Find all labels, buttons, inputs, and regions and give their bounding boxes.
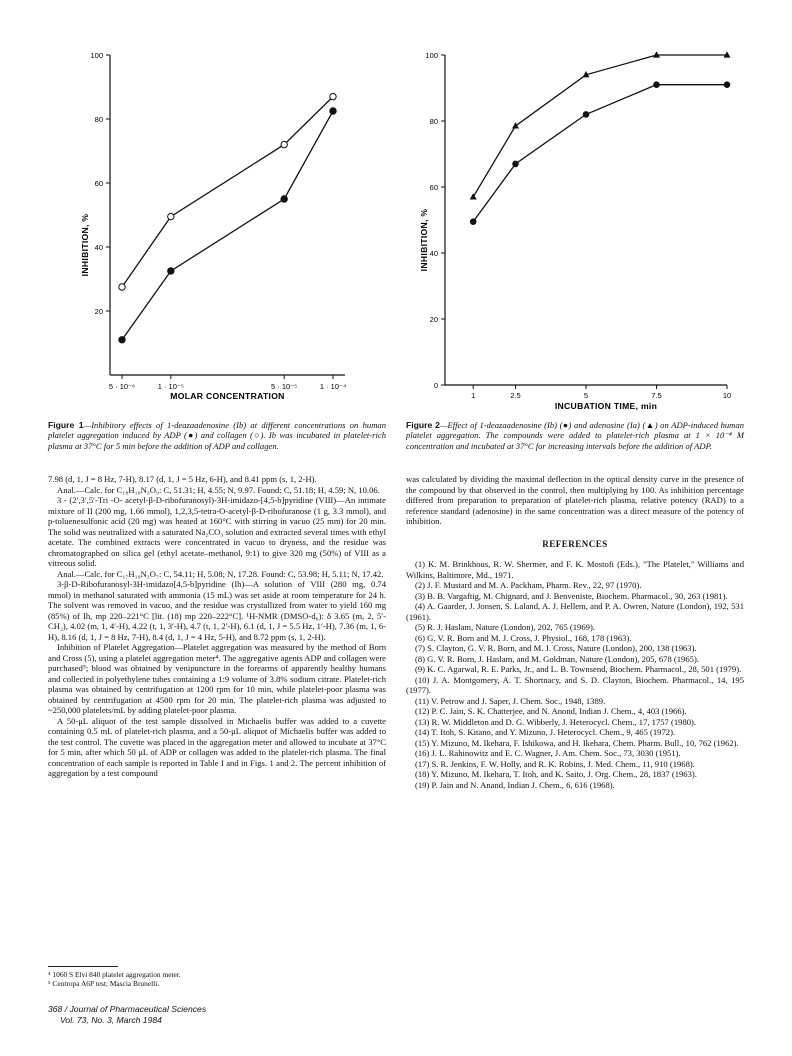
reference-text: (1) K. M. Brinkhous, R. W. Shermer, and F. K. Mostofi (Eds.), "The Platelet," Williams and Wilkins, Baltimore, Md., 1971. bbox=[406, 559, 744, 580]
y-tick-label: 40 bbox=[94, 243, 103, 252]
y-tick-label: 40 bbox=[429, 249, 438, 258]
y-tick-label: 100 bbox=[425, 51, 438, 60]
filled-circle-point bbox=[119, 337, 125, 343]
reference-text: (18) Y. Mizuno, M. Ikehara, T. Itoh, and K. Saito, J. Org. Chem., 28, 1837 (1963). bbox=[415, 769, 697, 779]
reference-text: (3) B. B. Vargaftig, M. Chignard, and J. Benveniste, Biochem. Pharmacol., 30, 263 (1981). bbox=[415, 590, 728, 601]
journal-line: 368 / Journal of Pharmaceutical Sciences bbox=[48, 1004, 207, 1014]
reference-item bbox=[406, 706, 744, 717]
paragraph-nmr-cont: 7.98 (d, 1, J = 8 Hz, 7-H), 8.17 (d, 1, J = 5 Hz, 6-H), and 8.41 ppm (s, 1, 2-H). bbox=[48, 474, 317, 484]
reference-item bbox=[406, 748, 744, 759]
filled-circle-point bbox=[330, 108, 336, 114]
figure-2-caption bbox=[406, 420, 744, 451]
series-line bbox=[473, 85, 727, 222]
figure-1-svg bbox=[70, 45, 370, 415]
filled-triangle-point bbox=[512, 122, 519, 128]
paragraph-aliquot: A 50-μL aliquot of the test sample dissolved in Michaelis buffer was added to a cuvette containing 0.5 mL of platelet-rich plasma, and a 50-μL aliquot of Michaelis buffer was added to the test control. The cuvette was placed in the aggregation meter and allowed to incubate at 37°C for 5 min, after which 50 μL of ADP or collagen was added to the platelet-rich plasma. The final concentration of each sample is reported in Table I and in Figs. 1 and 2. The percent inhibition of aggregation by a test compound bbox=[48, 715, 386, 778]
figure-1-caption bbox=[48, 420, 386, 451]
reference-text: (8) G. V. R. Born, J. Haslam, and M. Goldman, Nature (London), 205, 678 (1965). bbox=[415, 653, 699, 664]
filled-triangle-point bbox=[470, 193, 477, 199]
open-circle-point bbox=[330, 93, 336, 99]
footnotes bbox=[48, 970, 386, 988]
x-tick-label: 1 · 10⁻⁴ bbox=[319, 382, 347, 391]
x-tick-label: 2.5 bbox=[510, 391, 521, 400]
reference-text: (19) P. Jain and N. Anand, Indian J. Chem., 6, 616 (1968). bbox=[415, 779, 615, 790]
reference-text: (13) R. W. Middleton and D. G. Wibberly, J. Heterocycl. Chem., 17, 1757 (1980). bbox=[415, 716, 697, 727]
reference-item bbox=[406, 591, 744, 602]
reference-item bbox=[406, 769, 744, 780]
filled-circle-point bbox=[281, 196, 287, 202]
reference-item bbox=[406, 580, 744, 591]
reference-list bbox=[406, 559, 744, 790]
page-footer bbox=[48, 1004, 206, 1026]
reference-item bbox=[406, 559, 744, 580]
reference-item bbox=[406, 759, 744, 770]
volume-line: Vol. 73, No. 3, March 1984 bbox=[60, 1015, 162, 1025]
footnote-rule bbox=[48, 966, 118, 967]
x-axis-label: MOLAR CONCENTRATION bbox=[170, 391, 285, 401]
figure-1-caption-label: Figure 1 bbox=[48, 420, 84, 430]
reference-text: (5) R. J. Haslam, Nature (London), 202, 765 (1969). bbox=[415, 622, 595, 632]
y-tick-label: 20 bbox=[94, 307, 103, 316]
reference-item bbox=[406, 727, 744, 738]
paragraph-calculation: was calculated by dividing the maximal deflection in the optical density curve in the presence of the compound by that observed in the control, then multiplying by 100. As inhibition percentage differed from preparation to preparation of platelet-rich plasma, relative potency (RAD) to a reference standard (adenosine) in the same concentration was a direct measure of the potency of inhibition. bbox=[406, 474, 744, 526]
reference-text: (11) V. Petrow and J. Saper, J. Chem. Soc., 1948, 1389. bbox=[415, 695, 606, 706]
reference-item bbox=[406, 675, 744, 696]
reference-item bbox=[406, 633, 744, 644]
reference-item bbox=[406, 654, 744, 665]
filled-circle-point bbox=[470, 218, 477, 225]
open-circle-point bbox=[119, 284, 125, 290]
left-column bbox=[48, 474, 386, 779]
filled-circle-point bbox=[724, 81, 731, 88]
figure-1-caption-text: —Inhibitory effects of 1-deazaadenosine (Ib) at different concentrations on human platelet aggregation induced by ADP (●) and collagen (○). Ib was incubated in platelet-rich plasma at 37°C for 5 min before the addition of ADP and collagen. bbox=[48, 420, 386, 451]
series-line bbox=[122, 111, 333, 340]
reference-item bbox=[406, 738, 744, 749]
x-tick-label: 5 · 10⁻⁵ bbox=[271, 382, 298, 391]
x-tick-label: 10 bbox=[722, 391, 732, 400]
paragraph-compound-ih: 3-β-D-Ribofuranosyl-3H-imidazo[4,5-b]pyridine (Ih)—A solution of VIII (280 mg, 0.74 mmol) in methanol saturated with ammonia (15 mL) was set aside at room temperature for 24 h. The solvent was removed in vacuo, and the residue was crystallized from water to yield 160 mg (85%) of Ih, mp 220–221°C [lit. (18) mp 220–222°C]. ¹H-NMR (DMSO-d₆): δ 3.65 (m, 2, 5′-CH₂), 4.02 (m, 1, 4′-H), 4.22 (t, 1, 3′-H), 4.7 (t, 1, 2′-H), 6.1 (d, 1, J = 5.5 Hz, 1′-H), 7.36 (m, 1, 6-H), 8.16 (d, 1, J = 8 Hz, 7-H), 8.4 (d, 1, J = 4 Hz, 5-H), and 8.72 ppm (s, 1, 2-H). bbox=[48, 579, 386, 642]
reference-text: (15) Y. Mizuno, M. Ikehara, F. Ishikowa, and H. Ikehara, Chem. Pharm. Bull., 10, 762 (1962). bbox=[415, 737, 739, 748]
figure-2-caption-text: —Effect of 1-deazaadenosine (Ib) (●) and adenosine (Ia) (▲) on ADP-induced human platelet aggregation. The compounds were added to platelet-rich plasma at 1 × 10⁻⁴ M concentration and incubated at 37°C for increasing intervals before the addition of ADP. bbox=[406, 420, 744, 451]
filled-circle-point bbox=[168, 268, 174, 274]
x-tick-label: 1 · 10⁻⁵ bbox=[157, 382, 184, 391]
paragraph-inhibition-method: Inhibition of Platelet Aggregation—Platelet aggregation was measured by the method of Born and Cross (5), using a platelet aggregation meter⁴. The aggregative agents ADP and collagen were purchased⁵; blood was obtained by venipuncture in the forearms of apparently healthy humans and collected in polyethylene tubes containing a 1:9 volume of 3.8% sodium citrate. Platelet-rich plasma was obtained by centrifugation at 1200 rpm for 10 min, while platelet-poor plasma was obtained by centrifugation at 4500 rpm for 20 min. The platelet-rich plasma was adjusted to ~250,000 platelets/mL by adding platelet-poor plasma. bbox=[48, 642, 386, 715]
y-tick-label: 0 bbox=[433, 381, 438, 390]
reference-item bbox=[406, 664, 744, 675]
x-tick-label: 1 bbox=[471, 391, 476, 400]
y-tick-label: 60 bbox=[429, 183, 438, 192]
y-tick-label: 80 bbox=[94, 115, 103, 124]
paragraph-anal-2: Anal.—Calc. for C₁₇H₁₉N₃O₇: C, 54.11; H, 5.08; N, 17.28. Found: C, 53.98; H, 5.11; N, 17.42. bbox=[57, 568, 384, 579]
y-axis-label: INHIBITION, % bbox=[80, 213, 90, 277]
reference-item bbox=[406, 696, 744, 707]
footnote-5: ⁵ Centropa A6P test; Mascia Brunelli. bbox=[48, 979, 160, 988]
figure-2-svg bbox=[415, 45, 745, 415]
reference-text: (2) J. F. Mustard and M. A. Packham, Pharm. Rev., 22, 97 (1970). bbox=[415, 580, 642, 590]
filled-circle-point bbox=[653, 81, 660, 88]
x-tick-label: 5 bbox=[583, 391, 589, 400]
x-axis-label: INCUBATION TIME, min bbox=[554, 401, 658, 411]
y-tick-label: 20 bbox=[429, 315, 438, 324]
reference-text: (16) J. L. Rahinowitz and E. C. Wagner, J. Am. Chem. Soc., 73, 3030 (1951). bbox=[415, 748, 681, 758]
figure-2-caption-label: Figure 2 bbox=[406, 420, 440, 430]
reference-text: (12) P. C. Jain, S. K. Chatterjee, and N. Anond, Indian J. Chem., 4, 403 (1966). bbox=[415, 706, 687, 716]
right-column bbox=[406, 474, 744, 790]
figure-1-chart bbox=[70, 45, 370, 415]
y-tick-label: 100 bbox=[90, 51, 103, 60]
y-axis-label: INHIBITION, % bbox=[419, 208, 429, 272]
open-circle-point bbox=[281, 141, 287, 147]
series-line bbox=[473, 55, 727, 197]
y-tick-label: 60 bbox=[94, 179, 103, 188]
x-tick-label: 7.5 bbox=[651, 391, 662, 400]
footnote-4: ⁴ 1060 S Elvi 840 platelet aggregation meter. bbox=[48, 970, 181, 979]
reference-text: (4) A. Gaarder, J. Jonsen, S. Laland, A. J. Hellem, and P. A. Owren, Nature (London), 192, 531 (1961). bbox=[406, 601, 744, 622]
paragraph-anal-1: Anal.—Calc. for C₁₈H₁₉N₃O₉: C, 51.31; H, 4.55; N, 9.97. Found: C, 51.18; H, 4.59; N, 10.06. bbox=[57, 484, 380, 495]
reference-text: (6) G. V. R. Born and M. J. Cross, J. Physiol., 168, 178 (1963). bbox=[415, 632, 632, 643]
open-circle-point bbox=[168, 213, 174, 219]
reference-text: (14) T. Itoh, S. Kitano, and Y. Mizuno, J. Heterocycl. Chem., 9, 465 (1972). bbox=[415, 727, 676, 737]
paragraph-compound-viii: 3 - (2′,3′,5′-Tri -O- acetyl-β-D-ribofuranosyl)-3H-imidazo-[4,5-b]pyridine (VIII)—An intimate mixture of II (200 mg, 1.66 mmol), 1,2,3,5-tetra-O-acetyl-β-D-ribofuranose (1 g, 3.3 mmol), and p-toluenesulfonic acid (20 mg) was heated at 160°C with stirring in vacuo (25 mm) for 20 min. The solid was neutralized with a saturated Na₂CO₃ solution and extracted several times with ethyl acetate. The combined extracts were concentrated in vacuo to dryness, and the residue was chromatographed on silica gel (ethyl acetate–methanol, 9:1) to give 320 mg (50%) of VIII as a vitreous solid. bbox=[48, 495, 386, 568]
filled-circle-point bbox=[512, 161, 519, 168]
reference-item bbox=[406, 643, 744, 654]
figure-2-chart bbox=[415, 45, 745, 415]
y-tick-label: 80 bbox=[429, 117, 438, 126]
reference-item bbox=[406, 780, 744, 791]
reference-item bbox=[406, 622, 744, 633]
filled-circle-point bbox=[583, 111, 590, 118]
reference-item bbox=[406, 717, 744, 728]
x-tick-label: 5 · 10⁻⁶ bbox=[108, 382, 136, 391]
reference-item bbox=[406, 601, 744, 622]
reference-text: (10) J. A. Montgomery, A. T. Shortnacy, and S. D. Clayton, Biochem. Pharmacol., 14, 195 (1977). bbox=[406, 674, 744, 695]
references-heading: REFERENCES bbox=[542, 538, 608, 549]
reference-text: (17) S. R. Jenkins, F. W. Holly, and R. K. Robins, J. Med. Chem., 11, 910 (1968). bbox=[415, 758, 695, 769]
series-line bbox=[122, 97, 333, 287]
reference-text: (7) S. Clayton, G. V. R. Born, and M. J. Cross, Nature (London), 200, 138 (1963). bbox=[415, 643, 697, 653]
reference-text: (9) K. C. Agarwal, R. E. Parks, Jr., and L. B. Townsend, Biochem. Pharmacol., 28, 501 (1979). bbox=[415, 664, 742, 674]
